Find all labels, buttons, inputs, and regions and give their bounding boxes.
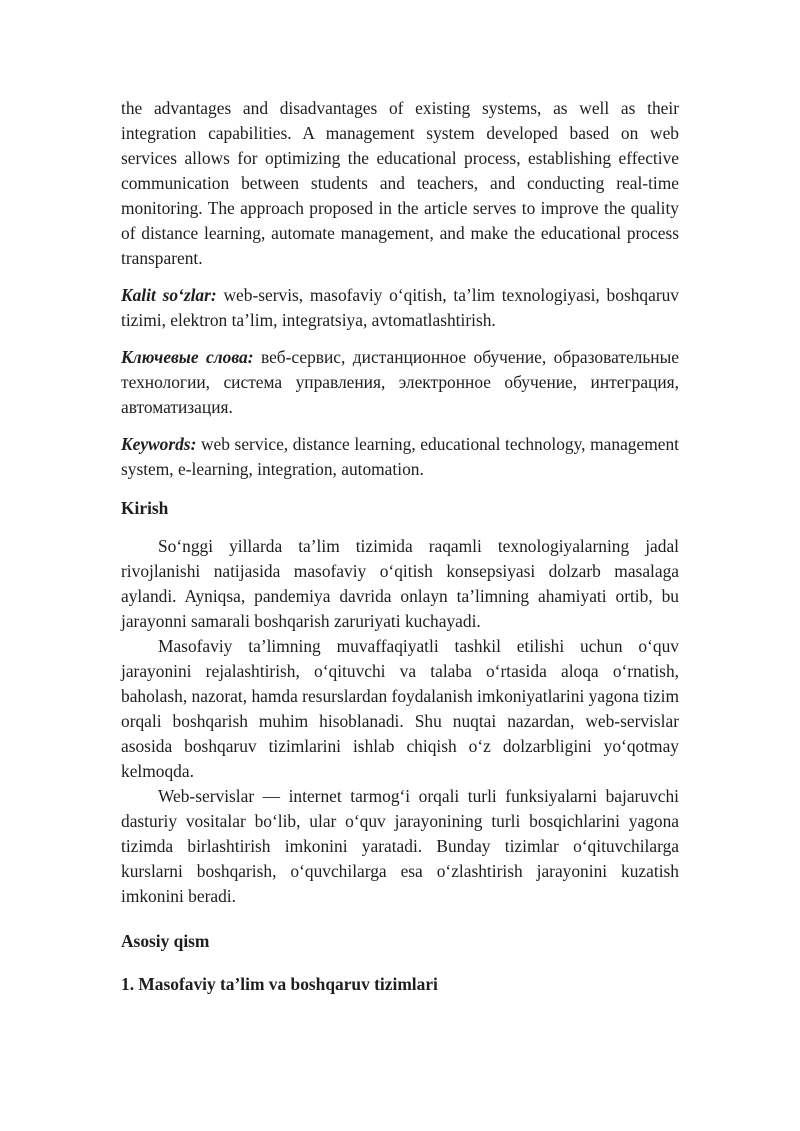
section-1-heading: 1. Masofaviy ta’lim va boshqaruv tizimlari [121,974,438,994]
keywords-ru-text: веб-сервис, дистанционное обучение, образовательные технологии, система управления, электронное обучение, интеграция, автоматизация. [121,347,679,417]
keywords-uz [121,283,679,333]
intro-paragraph-3: Web-servislar — internet tarmog‘i orqali turli funksiyalarni bajaruvchi dasturiy vositalar bo‘lib, ular o‘quv jarayonining turli bosqichlarini yagona tizimda birlashtirish imkonini yaratadi. Bunday tizimlar o‘qituvchilarga kurslarni boshqarish, o‘quvchilarga esa o‘zlashtirish jarayonini kuzatish imkonini beradi. [121,786,679,906]
keywords-en [121,432,679,482]
keywords-uz-label: Kalit so‘zlar: [121,285,217,305]
abstract-paragraph: the advantages and disadvantages of existing systems, as well as their integration capabilities. A management system developed based on web services allows for optimizing the educational process, establishing effective communication between students and teachers, and conducting real-time monitoring. The approach proposed in the article serves to improve the quality of distance learning, automate management, and make the educational process transparent. [121,98,679,268]
keywords-en-text: web service, distance learning, educational technology, management system, e-learning, integration, automation. [121,434,679,479]
keywords-uz-text: web-servis, masofaviy o‘qitish, ta’lim texnologiyasi, boshqaruv tizimi, elektron ta’lim, integratsiya, avtomatlashtirish. [121,285,680,330]
main-heading: Asosiy qism [121,931,210,951]
keywords-ru-label: Ключевые слова: [121,347,254,367]
intro-paragraph-2: Masofaviy ta’limning muvaffaqiyatli tashkil etilishi uchun o‘quv jarayonini rejalashtirish, o‘qituvchi va talaba o‘rtasida aloqa o‘rnatish, baholash, nazorat, hamda resurslardan foydalanish imkoniyatlarini yagona tizim orqali boshqarish muhim hisoblanadi. Shu nuqtai nazardan, web-servislar asosida boshqaruv tizimlarini ishlab chiqish o‘z dolzarbligini yo‘qotmay kelmoqda. [121,636,679,781]
document-page [121,96,679,997]
keywords-en-label: Keywords: [121,434,197,454]
keywords-ru [121,345,679,420]
intro-heading: Kirish [121,498,169,518]
intro-paragraph-1: So‘nggi yillarda ta’lim tizimida raqamli texnologiyalarning jadal rivojlanishi natijasida masofaviy o‘qitish konsepsiyasi dolzarb masalaga aylandi. Ayniqsa, pandemiya davrida onlayn ta’limning ahamiyati ortib, bu jarayonni samarali boshqarish zaruriyati kuchayadi. [121,536,679,631]
